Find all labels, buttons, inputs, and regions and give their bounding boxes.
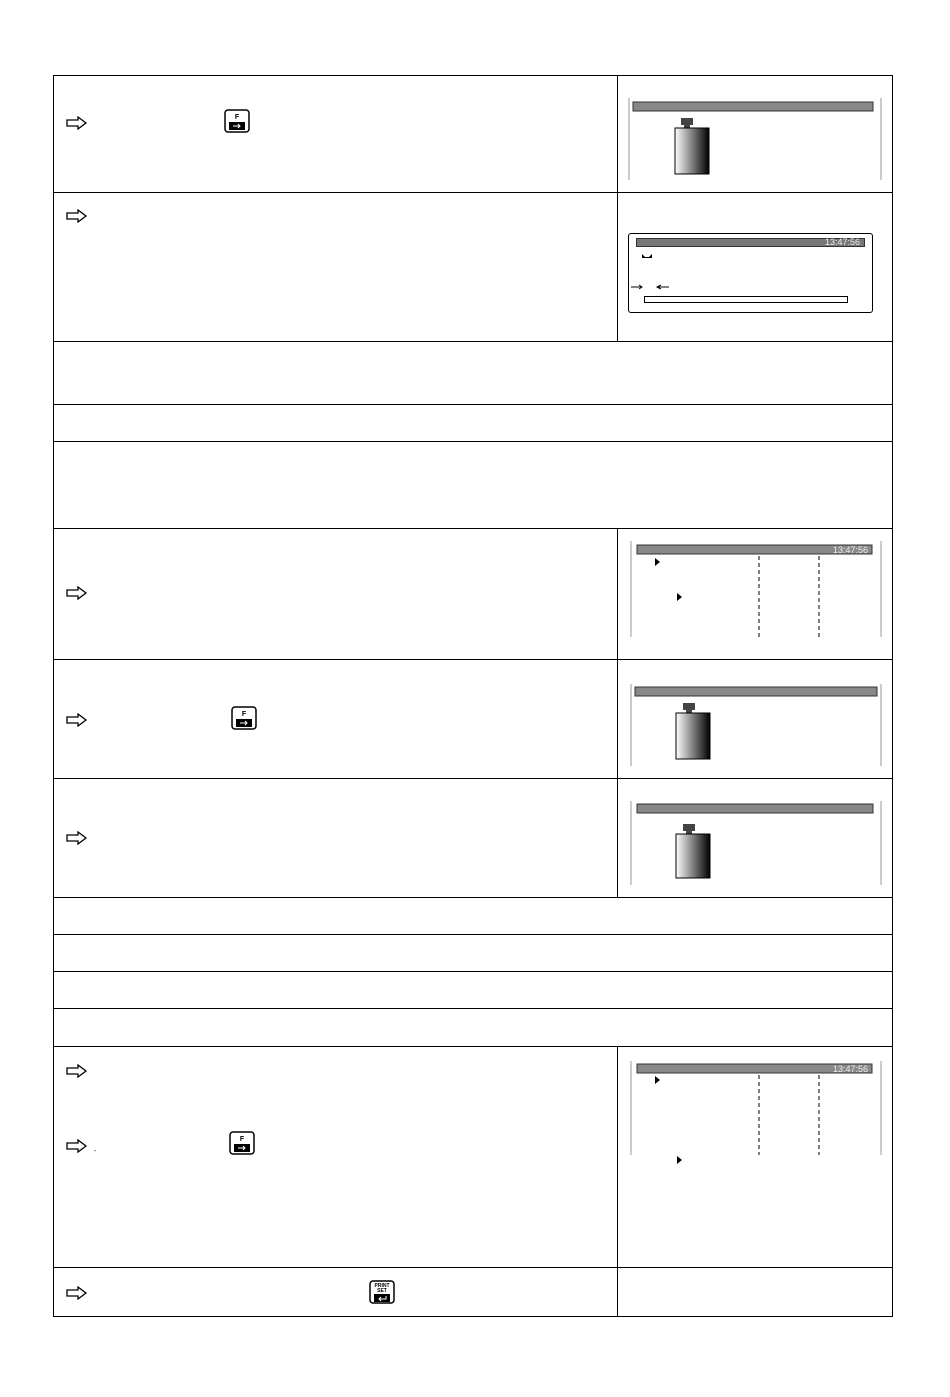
weighing-display — [628, 98, 883, 180]
display-cell-2 — [617, 193, 892, 341]
display-title-bar: 13:47:56 — [636, 238, 865, 247]
step-arrow-icon — [66, 586, 88, 600]
step-arrow-icon — [66, 713, 88, 727]
f-key-icon — [231, 706, 257, 730]
menu-display — [630, 541, 885, 641]
f-key-icon — [229, 1131, 255, 1155]
cursor-icon — [655, 558, 660, 566]
display-cell-14 — [617, 1268, 892, 1316]
display-cell-7 — [617, 660, 892, 778]
step-row-1 — [53, 75, 893, 193]
step-row-7 — [53, 659, 893, 779]
f-key-label: F — [234, 114, 240, 121]
clock-text: 13:47:56 — [832, 545, 868, 555]
calibration-weight-icon — [676, 824, 710, 878]
f-key-label: F — [241, 711, 247, 718]
text-row-11 — [53, 971, 893, 1009]
bracket-icon — [641, 253, 653, 259]
step-arrow-icon — [66, 116, 88, 130]
calibration-weight-icon — [676, 703, 710, 759]
text-row-4 — [53, 404, 893, 442]
step-row-6 — [53, 528, 893, 660]
text-row-9 — [53, 897, 893, 935]
step-row-2 — [53, 192, 893, 342]
step-row-14 — [53, 1267, 893, 1317]
print-key-line1: PRINT — [374, 1283, 390, 1289]
f-key-icon — [224, 109, 250, 133]
weighing-display — [630, 801, 885, 887]
text-row-5 — [53, 441, 893, 529]
step-arrow-icon — [66, 209, 88, 223]
clock-display-panel — [628, 233, 873, 313]
small-mark: " — [94, 1150, 96, 1156]
text-row-3 — [53, 341, 893, 405]
display-cell-8 — [617, 779, 892, 897]
arrows-marker-icon — [631, 283, 671, 291]
print-set-key-icon — [369, 1280, 395, 1304]
progress-bar — [644, 296, 848, 303]
step-row-8 — [53, 778, 893, 898]
print-key-line2: SET — [377, 1288, 387, 1294]
cursor-icon — [677, 1156, 682, 1164]
f-key-label: F — [239, 1136, 245, 1143]
step-arrow-icon — [66, 831, 88, 845]
step-arrow-icon — [66, 1286, 88, 1300]
cursor-icon — [677, 593, 682, 601]
text-row-12 — [53, 1008, 893, 1047]
display-cell-6 — [617, 529, 892, 659]
weighing-display — [630, 684, 885, 766]
cursor-icon — [655, 1076, 660, 1084]
step-row-13 — [53, 1046, 893, 1268]
calibration-weight-icon — [675, 118, 709, 174]
step-arrow-icon — [66, 1064, 88, 1078]
display-cell-13 — [617, 1047, 892, 1267]
menu-display — [630, 1061, 885, 1171]
clock-text: 13:47:56 — [832, 1064, 868, 1074]
step-arrow-icon — [66, 1139, 88, 1153]
text-row-10 — [53, 934, 893, 972]
display-cell-1 — [617, 76, 892, 192]
